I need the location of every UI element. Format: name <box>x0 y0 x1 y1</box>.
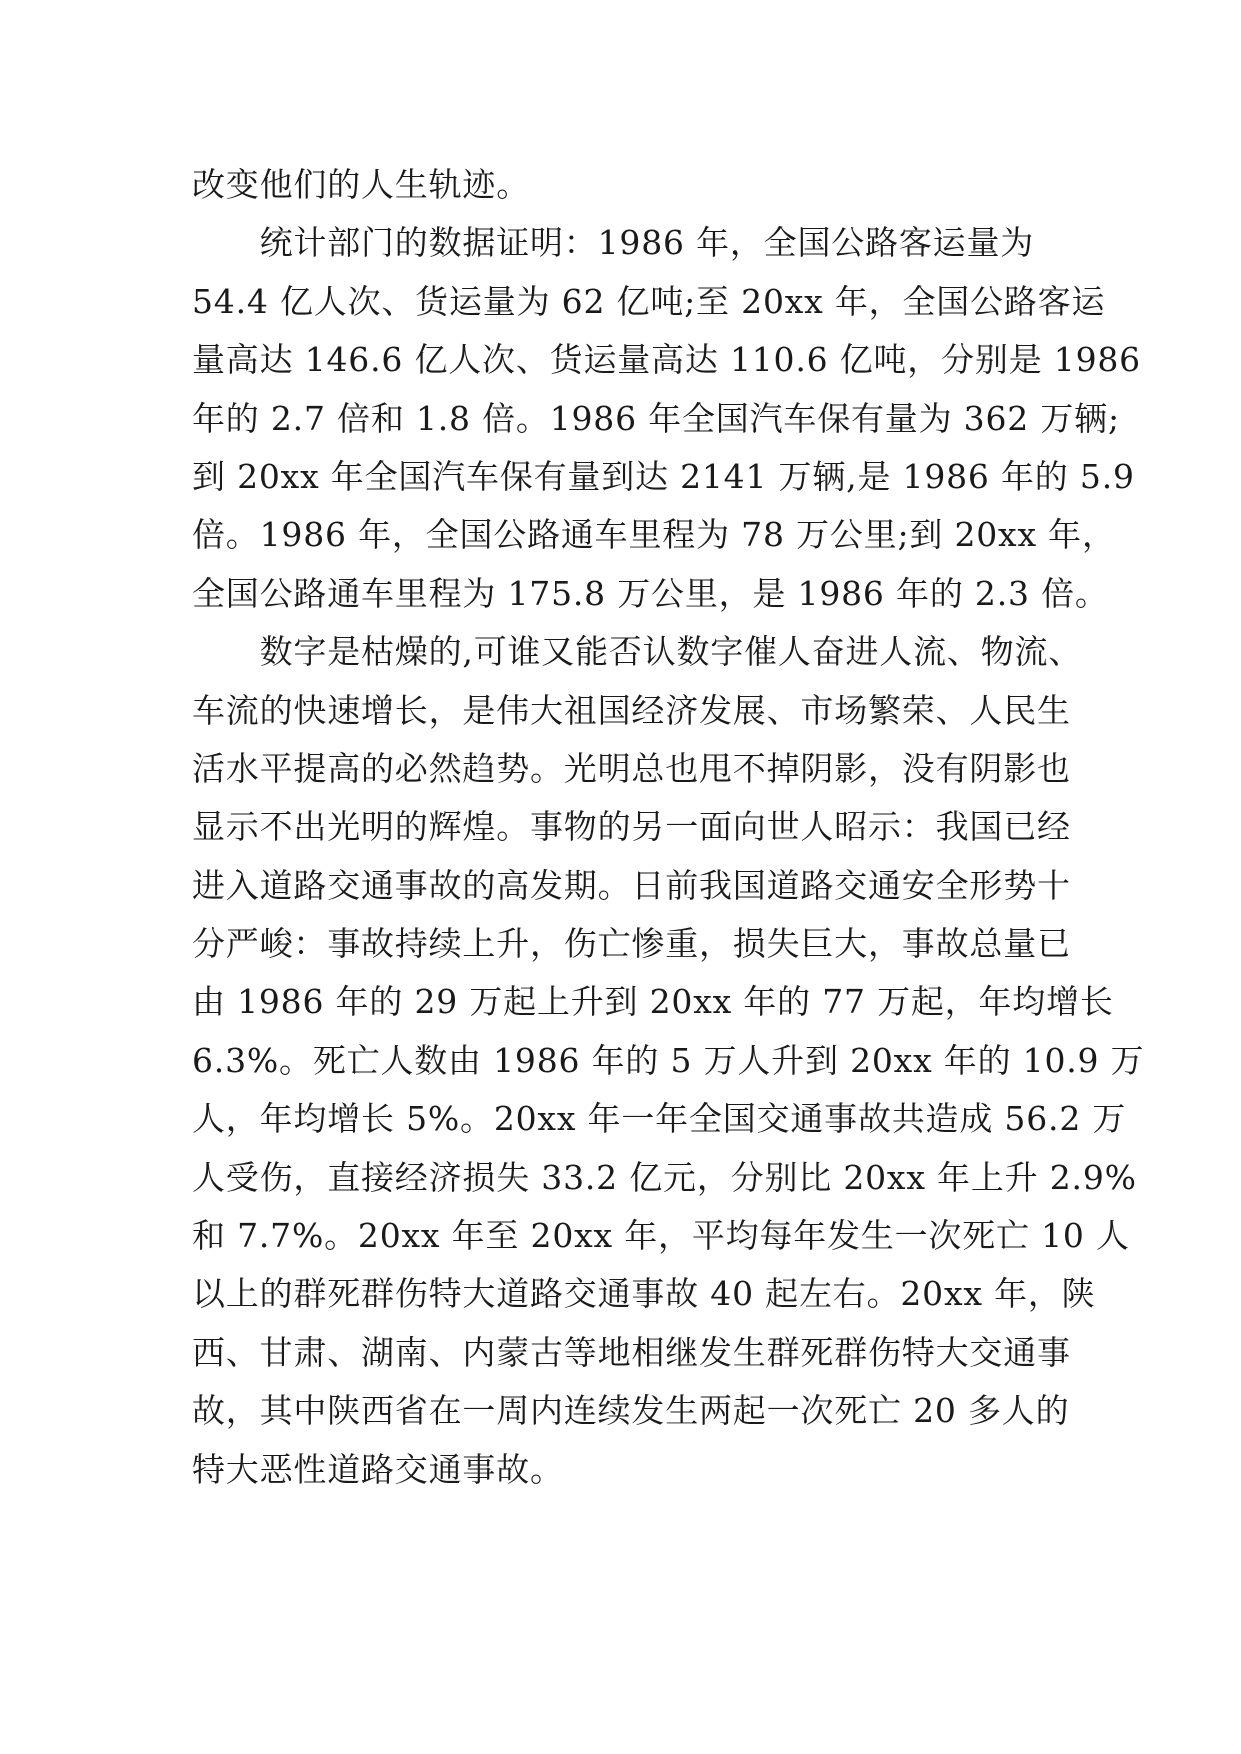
text-line: 和 7.7%。20xx 年至 20xx 年，平均每年发生一次死亡 10 人 <box>192 1216 1130 1256</box>
text-line: 到 20xx 年全国汽车保有量到达 2141 万辆,是 1986 年的 5.9 <box>192 456 1135 496</box>
text-line: 进入道路交通事故的高发期。日前我国道路交通安全形势十 <box>192 865 1071 905</box>
text-line: 人受伤，直接经济损失 33.2 亿元，分别比 20xx 年上升 2.9% <box>192 1157 1137 1197</box>
text-line: 西、甘肃、湖南、内蒙古等地相继发生群死群伤特大交通事 <box>192 1332 1071 1372</box>
text-line: 故，其中陕西省在一周内连续发生两起一次死亡 20 多人的 <box>192 1391 1070 1431</box>
text-line: 倍。1986 年，全国公路通车里程为 78 万公里;到 20xx 年， <box>192 515 1116 555</box>
text-line: 54.4 亿人次、货运量为 62 亿吨;至 20xx 年，全国公路客运 <box>192 281 1106 321</box>
text-line: 人，年均增长 5%。20xx 年一年全国交通事故共造成 56.2 万 <box>192 1099 1127 1139</box>
text-line: 改变他们的人生轨迹。 <box>192 165 530 204</box>
text-line: 量高达 146.6 亿人次、货运量高达 110.6 亿吨，分别是 1986 <box>192 340 1141 380</box>
text-line: 6.3%。死亡人数由 1986 年的 5 万人升到 20xx 年的 10.9 万 <box>192 1040 1145 1080</box>
text-line: 年的 2.7 倍和 1.8 倍。1986 年全国汽车保有量为 362 万辆; <box>192 398 1120 438</box>
text-line: 全国公路通车里程为 175.8 万公里，是 1986 年的 2.3 倍。 <box>192 573 1109 613</box>
text-line: 显示不出光明的辉煌。事物的另一面向世人昭示：我国已经 <box>192 807 1071 847</box>
text-line: 统计部门的数据证明：1986 年，全国公路客运量为 <box>192 223 1035 263</box>
text-line: 车流的快速增长，是伟大祖国经济发展、市场繁荣、人民生 <box>192 690 1071 730</box>
document-body <box>192 156 1145 1499</box>
text-line: 特大恶性道路交通事故。 <box>192 1449 564 1489</box>
text-line: 以上的群死群伤特大道路交通事故 40 起左右。20xx 年，陕 <box>192 1274 1096 1314</box>
text-line: 数字是枯燥的,可谁又能否认数字催人奋进人流、物流、 <box>192 632 1083 672</box>
text-line: 分严峻：事故持续上升，伤亡惨重，损失巨大，事故总量已 <box>192 924 1071 964</box>
text-line: 由 1986 年的 29 万起上升到 20xx 年的 77 万起，年均增长 <box>192 982 1114 1022</box>
text-line: 活水平提高的必然趋势。光明总也甩不掉阴影，没有阴影也 <box>192 748 1071 788</box>
